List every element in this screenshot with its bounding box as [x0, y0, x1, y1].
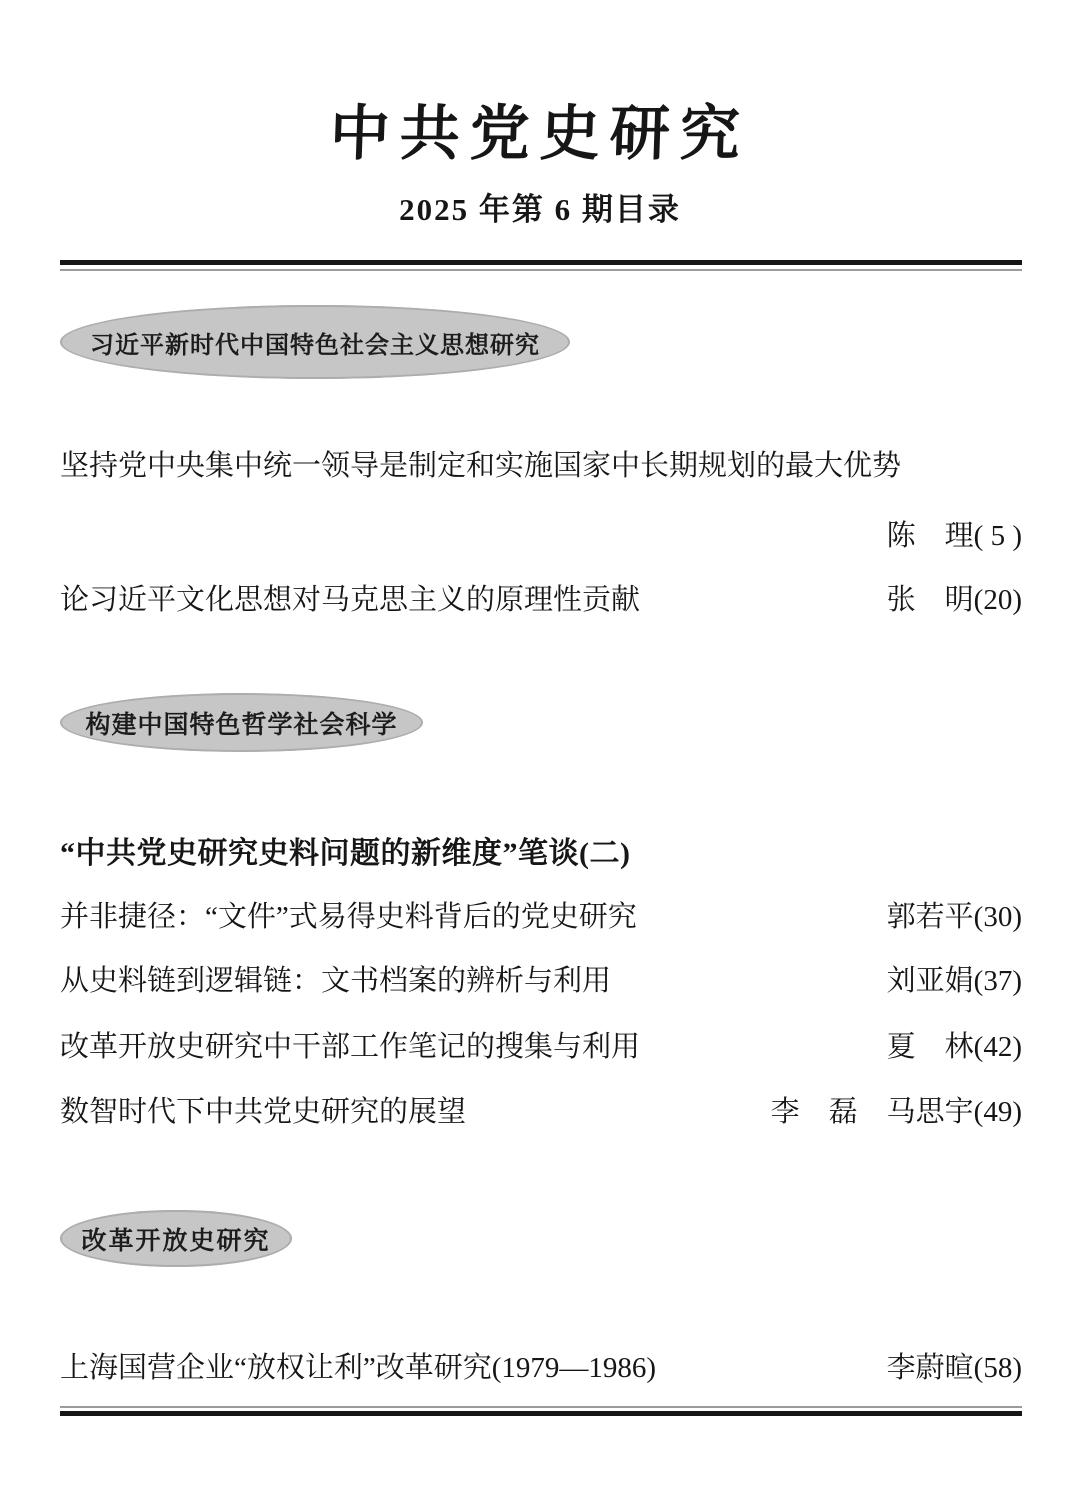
article-authors: 郭若平(30) — [886, 901, 1022, 933]
section-badge-xi-thought — [60, 305, 570, 379]
article-title: 并非捷径：“文件”式易得史料背后的党史研究 — [60, 901, 637, 933]
article-authors: 李蔚暄(58) — [886, 1352, 1022, 1384]
section-badge-label: 习近平新时代中国特色社会主义思想研究 — [90, 331, 540, 359]
article-title: 上海国营企业“放权让利”改革研究(1979—1986) — [60, 1352, 657, 1384]
article-row — [60, 1030, 1022, 1065]
article-authors: 夏 林(42) — [886, 1031, 1022, 1063]
journal-title: 中共党史研究 — [328, 101, 751, 167]
article-title: 论习近平文化思想对马克思主义的原理性贡献 — [60, 584, 641, 616]
article-authors: 刘亚娟(37) — [886, 965, 1022, 997]
symposium-subheading: “中共党史研究史料问题的新维度”笔谈(二) — [60, 837, 631, 870]
article-authors: 张 明(20) — [886, 584, 1022, 616]
top-rule-thin — [60, 269, 1022, 271]
top-rule-thick — [60, 260, 1022, 265]
issue-line: 2025 年第 6 期目录 — [399, 192, 681, 227]
article-authors: 陈 理( 5 ) — [886, 520, 1022, 552]
article-row — [60, 964, 1022, 999]
article-row — [60, 900, 1022, 935]
section-badge-reform-opening-history — [60, 1210, 292, 1267]
section-badge-label: 构建中国特色哲学社会科学 — [85, 710, 398, 739]
article-title: 坚持党中央集中统一领导是制定和实施国家中长期规划的最大优势 — [60, 450, 902, 482]
article-title: 数智时代下中共党史研究的展望 — [60, 1096, 467, 1128]
section-badge-label: 改革开放史研究 — [81, 1226, 271, 1255]
article-row — [60, 1351, 1022, 1386]
article-row — [60, 583, 1022, 618]
article-authors: 李 磊 马思宇(49) — [770, 1096, 1022, 1128]
article-row — [60, 1095, 1022, 1130]
article-title: 改革开放史研究中干部工作笔记的搜集与利用 — [60, 1031, 641, 1063]
article-title: 从史料链到逻辑链：文书档案的辨析与利用 — [60, 965, 612, 997]
bottom-rule-thick — [60, 1411, 1022, 1416]
section-badge-philosophy-social-science — [60, 693, 423, 752]
bottom-rule-thin — [60, 1406, 1022, 1408]
